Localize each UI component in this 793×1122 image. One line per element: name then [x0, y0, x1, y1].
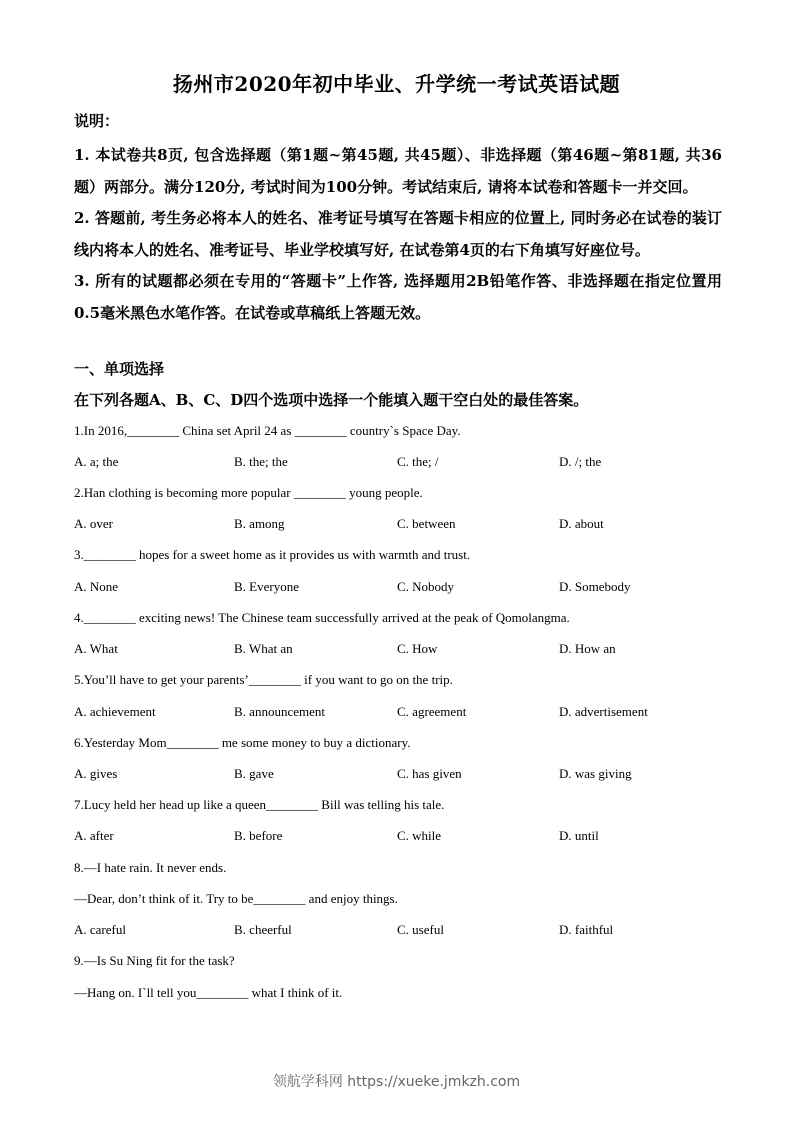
option-d: D. faithful [559, 922, 614, 937]
option-a: A. careful [74, 922, 126, 937]
option-c: C. between [397, 516, 456, 531]
option-d: D. until [559, 828, 599, 843]
question-3-stem: 3.________ hopes for a sweet home as it provides us with warmth and trust. [74, 547, 471, 562]
section-heading: 一、单项选择 [74, 360, 165, 378]
option-b: B. announcement [234, 704, 325, 719]
option-c: C. the; / [397, 454, 439, 469]
option-b: B. cheerful [234, 922, 292, 937]
option-a: A. None [74, 579, 119, 594]
option-c: C. Nobody [397, 579, 455, 594]
question-5-stem: 5.You’ll have to get your parents’________ if you want to go on the trip. [74, 672, 453, 687]
option-b: B. gave [234, 766, 274, 781]
question-9-stem: 9.—Is Su Ning fit for the task? [74, 953, 235, 968]
option-d: D. about [559, 516, 604, 531]
option-c: C. agreement [397, 704, 467, 719]
option-b: B. among [234, 516, 285, 531]
question-8-stem-reply: —Dear, don’t think of it. Try to be________ and enjoy things. [74, 891, 398, 906]
option-c: C. while [397, 828, 442, 843]
option-c: C. useful [397, 922, 444, 937]
section-instruction: 在下列各题A、B、C、D四个选项中选择一个能填入题干空白处的最佳答案。 [74, 391, 589, 409]
option-d: D. Somebody [559, 579, 631, 594]
question-2-stem: 2.Han clothing is becoming more popular ________ young people. [74, 485, 423, 500]
question-8-stem: 8.—I hate rain. It never ends. [74, 860, 227, 875]
option-a: A. after [74, 828, 114, 843]
option-b: B. the; the [234, 454, 288, 469]
question-4-stem: 4.________ exciting news! The Chinese team successfully arrived at the peak of Qomolangma. [74, 610, 570, 625]
instruction-1: 1. 本试卷共8页, 包含选择题（第1题~第45题, 共45题）、非选择题（第46题~第81题, 共36题）两部分。满分120分, 考试时间为100分钟。考试结束后, 请将本试卷和答题卡一并交回。 [74, 146, 722, 196]
option-a: A. What [74, 641, 118, 656]
option-b: B. before [234, 828, 283, 843]
instruction-3: 3. 所有的试题都必须在专用的“答题卡”上作答, 选择题用2B铅笔作答、非选择题在指定位置用0.5毫米黑色水笔作答。在试卷或草稿纸上答题无效。 [74, 272, 722, 322]
instructions-label: 说明： [74, 112, 120, 130]
question-7-stem: 7.Lucy held her head up like a queen________ Bill was telling his tale. [74, 797, 445, 812]
instruction-2: 2. 答题前, 考生务必将本人的姓名、准考证号填写在答题卡相应的位置上, 同时务必在试卷的装订线内将本人的姓名、准考证号、毕业学校填写好, 在试卷第4页的右下角填写好座位号。 [74, 209, 722, 259]
option-c: C. How [397, 641, 438, 656]
option-d: D. How an [559, 641, 616, 656]
option-b: B. Everyone [234, 579, 299, 594]
option-b: B. What an [234, 641, 293, 656]
option-d: D. advertisement [559, 704, 648, 719]
option-a: A. gives [74, 766, 118, 781]
option-d: D. /; the [559, 454, 602, 469]
question-6-stem: 6.Yesterday Mom________ me some money to buy a dictionary. [74, 735, 411, 750]
page-title: 扬州市2020年初中毕业、升学统一考试英语试题 [172, 72, 621, 96]
instructions-block [74, 140, 722, 329]
option-d: D. was giving [559, 766, 632, 781]
option-c: C. has given [397, 766, 462, 781]
option-a: A. over [74, 516, 113, 531]
question-9-stem-reply: —Hang on. I`ll tell you________ what I think of it. [74, 985, 343, 1000]
option-a: A. achievement [74, 704, 156, 719]
footer-watermark: 领航学科网 https://xueke.jmkzh.com [272, 1074, 521, 1090]
question-1-stem: 1.In 2016,________ China set April 24 as ________ country`s Space Day. [74, 423, 461, 438]
option-a: A. a; the [74, 454, 119, 469]
